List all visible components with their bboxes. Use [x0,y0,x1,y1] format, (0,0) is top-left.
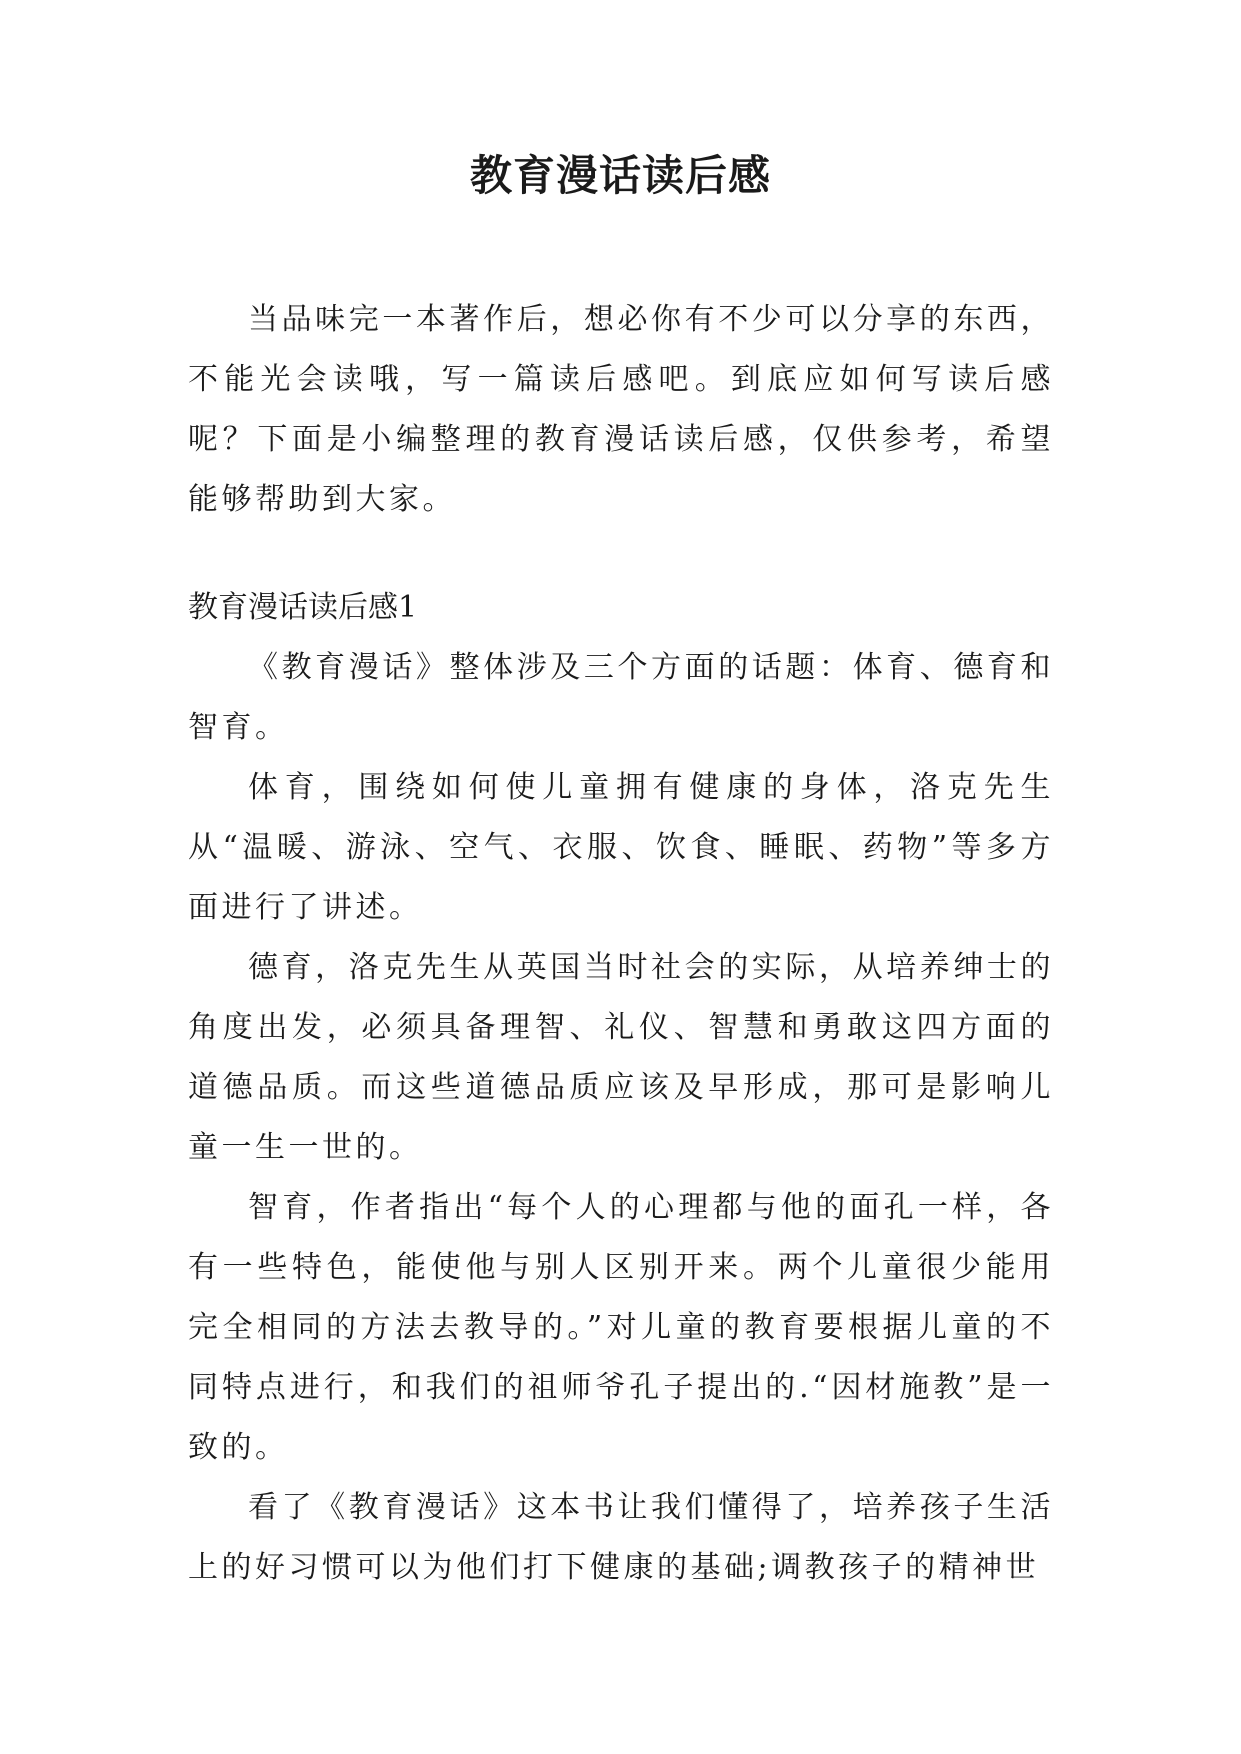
document-title: 教育漫话读后感 [469,151,771,200]
section-heading: 教育漫话读后感1 [188,590,418,625]
body-paragraph: 智育，作者指出“每个人的心理都与他的面孔一样，各有一些特色，能使他与别人区别开来。两个儿童很少能用完全相同的方法去教导的。”对儿童的教育要根据儿童的不同特点进行，和我们的祖师爷孔子提出的.“因材施教”是一致的。 [188,1190,1054,1465]
intro-paragraph: 当品味完一本著作后，想必你有不少可以分享的东西，不能光会读哦，写一篇读后感吧。到底应如何写读后感呢？下面是小编整理的教育漫话读后感，仅供参考，希望能够帮助到大家。 [188,302,1054,517]
body-paragraph: 体育，围绕如何使儿童拥有健康的身体，洛克先生从“温暖、游泳、空气、衣服、饮食、睡眠、药物”等多方面进行了讲述。 [188,770,1054,925]
document-body [188,290,1054,1598]
body-paragraph: 《教育漫话》整体涉及三个方面的话题：体育、德育和智育。 [188,650,1054,745]
body-paragraph: 德育，洛克先生从英国当时社会的实际，从培养绅士的角度出发，必须具备理智、礼仪、智慧和勇敢这四方面的道德品质。而这些道德品质应该及早形成，那可是影响儿童一生一世的。 [188,950,1054,1165]
body-paragraph: 看了《教育漫话》这本书让我们懂得了，培养孩子生活上的好习惯可以为他们打下健康的基础;调教孩子的精神世 [188,1490,1054,1585]
